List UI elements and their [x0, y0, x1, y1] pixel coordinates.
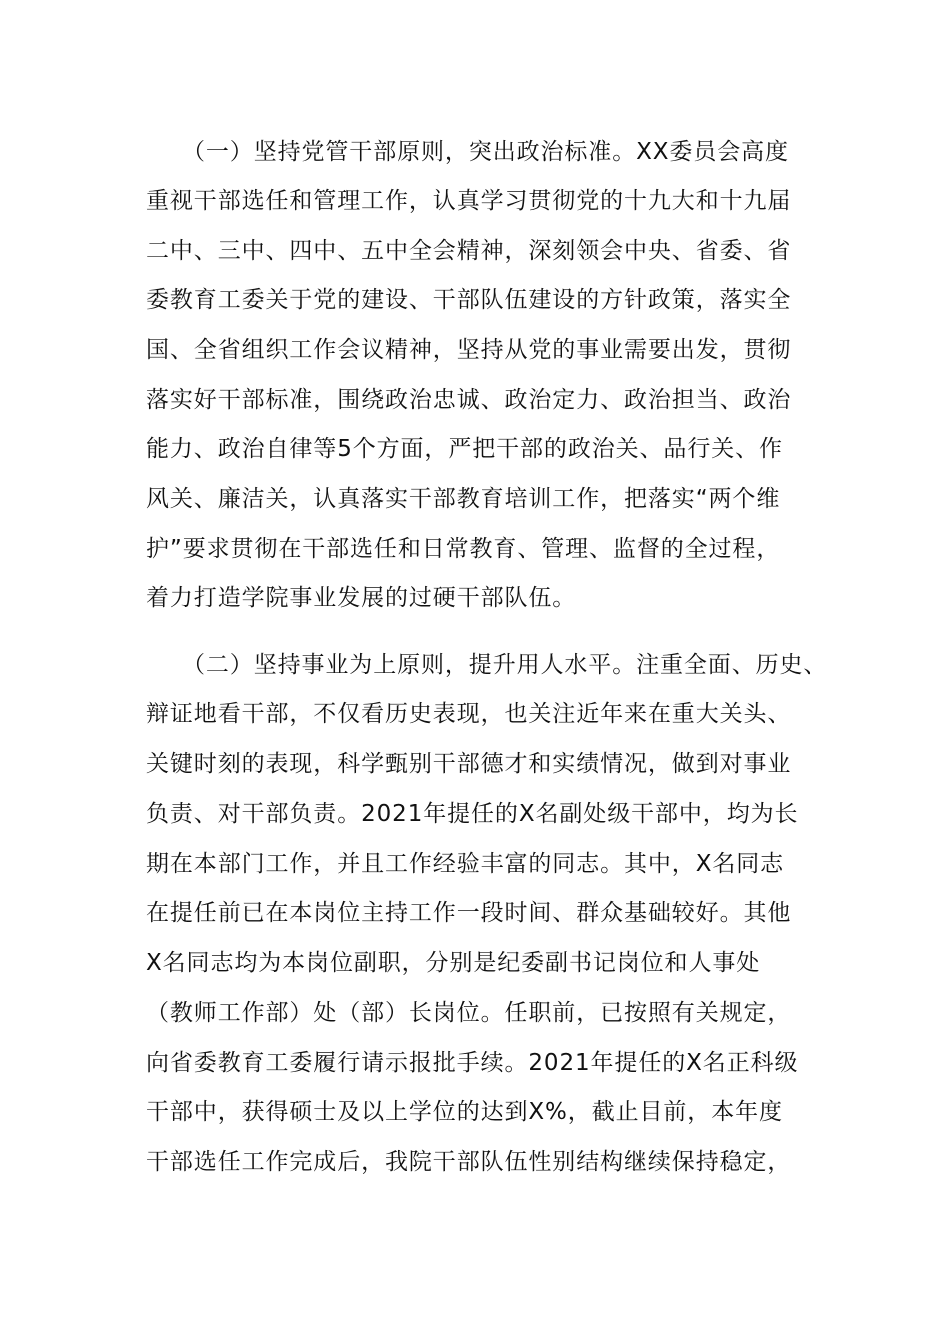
paragraph-line: 落实好干部标准，围绕政治忠诚、政治定力、政治担当、政治 [146, 387, 792, 413]
paragraph-line: 期在本部门工作，并且工作经验丰富的同志。其中，X名同志 [146, 851, 785, 877]
paragraph-line: 委教育工委关于党的建设、干部队伍建设的方针政策，落实全 [146, 287, 792, 313]
paragraph-line: X名同志均为本岗位副职，分别是纪委副书记岗位和人事处 [146, 950, 761, 976]
paragraph-line: 国、全省组织工作会议精神，坚持从党的事业需要出发，贯彻 [146, 337, 792, 363]
paragraph-line: 负责、对干部负责。2021年提任的X名副处级干部中，均为长 [146, 801, 799, 827]
paragraph-line: 向省委教育工委履行请示报批手续。2021年提任的X名正科级 [146, 1050, 799, 1076]
paragraph-line: 重视干部选任和管理工作，认真学习贯彻党的十九大和十九届 [146, 188, 792, 214]
paragraph-line: 干部选任工作完成后，我院干部队伍性别结构继续保持稳定， [146, 1149, 792, 1175]
paragraph-line: 护”要求贯彻在干部选任和日常教育、管理、监督的全过程， [146, 536, 781, 562]
paragraph-line: 二中、三中、四中、五中全会精神，深刻领会中央、省委、省 [146, 238, 792, 264]
paragraph-line: （教师工作部）处（部）长岗位。任职前，已按照有关规定， [146, 1000, 792, 1026]
paragraph-line: 在提任前已在本岗位主持工作一段时间、群众基础较好。其他 [146, 900, 792, 926]
paragraph-line: 干部中，获得硕士及以上学位的达到X%，截止目前，本年度 [146, 1099, 783, 1125]
paragraph-line: 风关、廉洁关，认真落实干部教育培训工作，把落实“两个维 [146, 486, 781, 512]
paragraph-line: 辩证地看干部，不仅看历史表现，也关注近年来在重大关头、 [146, 701, 792, 727]
paragraph-line: 着力打造学院事业发展的过硬干部队伍。 [146, 585, 577, 611]
paragraph-line: （二）坚持事业为上原则，提升用人水平。注重全面、历史、 [182, 652, 828, 678]
paragraph-line: （一）坚持党管干部原则，突出政治标准。XX委员会高度 [182, 139, 789, 165]
paragraph-line: 关键时刻的表现，科学甄别干部德才和实绩情况，做到对事业 [146, 751, 792, 777]
paragraph-line: 能力、政治自律等5个方面，严把干部的政治关、品行关、作 [146, 436, 783, 462]
